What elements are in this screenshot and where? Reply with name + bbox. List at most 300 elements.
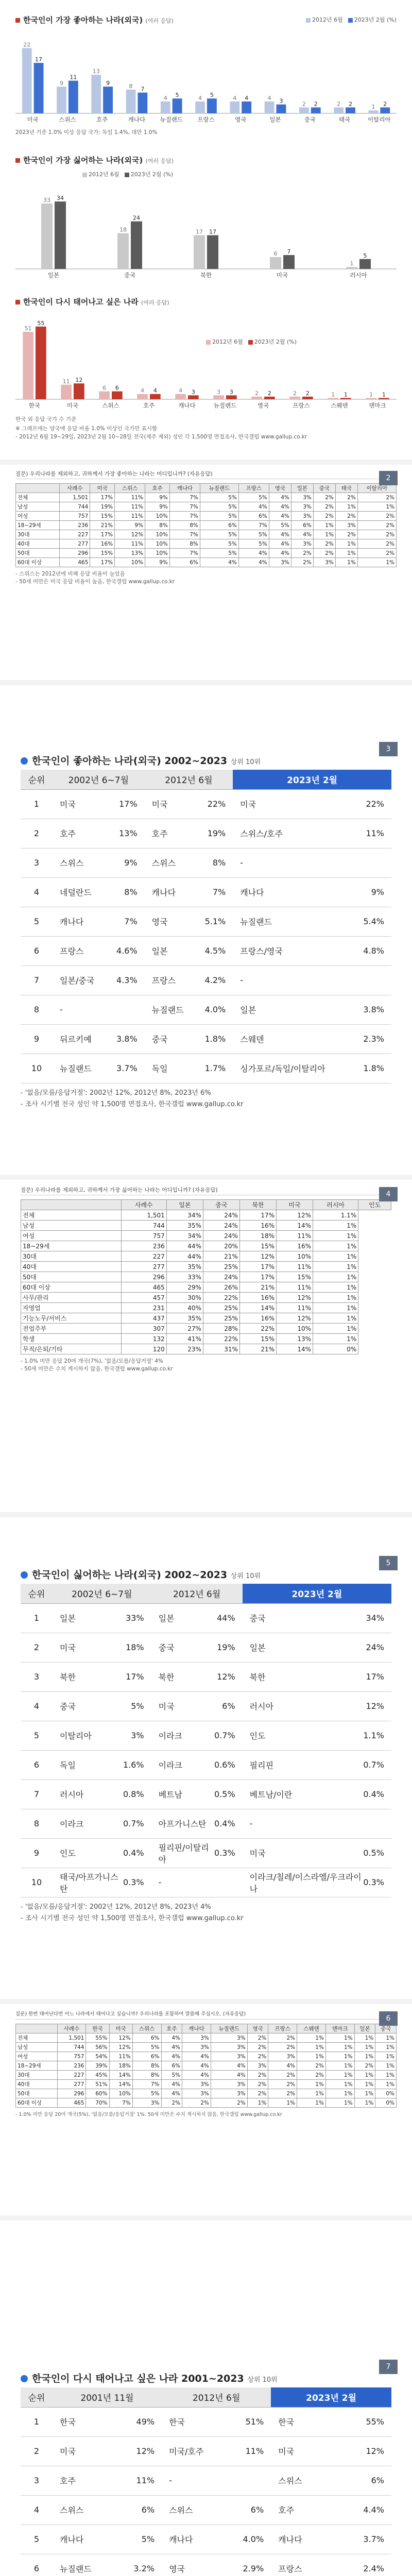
data-label: 24 [133,214,140,222]
table-cell: 1% [354,2098,375,2108]
row-label: 학생 [21,1334,122,1344]
country-cell: 중국 [243,1603,364,1633]
column-header: 미국 [276,1200,313,1210]
country-cell: 미국 [53,789,108,819]
data-label: 8 [129,82,133,90]
data-label: 4 [163,94,167,101]
percent-cell: 0.3% [363,1868,391,1897]
title-marker-icon [15,18,20,23]
bar-2023 [340,398,351,399]
column-header: 호주 [161,2024,182,2033]
data-label: 2 [314,100,318,108]
doc2-section [0,1185,412,1504]
percent-cell: 4.5% [196,936,233,965]
table-row [16,2071,397,2080]
country-cell: 미국 [145,789,196,819]
country-cell: 인도 [53,1838,123,1868]
table-cell: 21% [239,1344,276,1354]
table-cell: 1% [313,1313,358,1324]
percent-cell: 49% [122,2407,162,2436]
rank1-section [0,745,412,1154]
table-cell: 1% [297,2080,326,2089]
chart-reborn [15,296,397,451]
data-label: 17 [196,228,203,235]
country-cell: 한국 [271,2407,352,2436]
bar-2023 [150,394,161,399]
table-row [21,1691,391,1721]
table-cell: 1% [297,2089,326,2098]
table-cell: 5% [161,2071,182,2080]
percent-cell: 0.7% [363,1750,391,1780]
bar-2012 [194,235,205,269]
column-header: 뉴질랜드 [200,484,238,493]
country-cell: 호주 [145,819,196,848]
table-row [21,1344,391,1354]
data-label: 2 [293,389,297,397]
table-cell: 2% [291,558,313,567]
table-row [21,789,391,819]
table-cell: 7% [169,502,200,512]
country-cell: 캐나다 [53,907,108,936]
row-label: 전체 [16,493,60,502]
table-cell: 3% [182,2089,211,2098]
tick-label: 캐나다 [128,116,146,123]
country-cell: 독일 [53,1750,123,1780]
table-cell: 227 [121,1251,166,1262]
divider [0,680,412,685]
page-badge: 5 [379,1556,398,1570]
table-row [16,2080,397,2089]
table-cell: 12% [109,2043,132,2052]
chart-dislike-title: 한국인이 가장 싫어하는 나라(외국) (여러 응답) [15,155,397,165]
table-cell: 4% [238,549,269,558]
table-row [21,877,391,907]
percent-cell: 0.6% [214,1750,243,1780]
table-cell: 1% [297,2043,326,2052]
tick-label: 호주 [96,116,108,123]
table-row [21,2466,391,2495]
column-header: 2023년 2월 [243,1584,391,1603]
column-header: 북한 [239,1200,276,1210]
column-header: 2002년 6~7월 [53,1584,151,1603]
table-cell: 16% [276,1241,313,1251]
table-cell: 54% [86,2052,109,2061]
table-cell: 15% [90,549,115,558]
bar-2023 [207,235,218,269]
data-label: 4 [233,94,237,101]
row-label: 50대 [16,549,60,558]
data-label: 12 [75,377,83,384]
bar-2023 [68,81,78,113]
country-cell: 프랑스 [271,2554,352,2576]
percent-cell: 2.3% [354,1024,391,1054]
country-cell: 필리핀/이탈리아 [151,1838,214,1868]
table-cell: 2% [297,2061,326,2071]
row-label: 여성 [16,512,60,521]
table-row [21,965,391,995]
rank1-note-1: - '없음/모름/응답거절': 2002년 12%, 2012년 8%, 2023년 6% [21,1089,211,1097]
table-row [21,2495,391,2524]
rank-cell: 5 [21,2524,53,2554]
row-label: 60대 이상 [16,558,60,567]
table-cell: 757 [57,2052,86,2061]
rank3-section [0,2363,412,2576]
table-row [21,1251,391,1262]
table-cell: 8% [169,521,200,530]
percent-cell: 17% [123,1662,151,1691]
table-cell: 2% [211,2098,247,2108]
table-cell: 2% [247,2033,268,2043]
column-header: 사례수 [57,2024,86,2033]
rank-cell: 6 [21,2554,53,2576]
country-cell: 태국/아프가니스탄 [53,1868,123,1897]
legend-swatch-icon [348,18,353,23]
data-label: 5 [210,92,214,99]
page-badge: 3 [379,742,398,756]
percent-cell [354,848,391,877]
rank-cell: 9 [21,1838,53,1868]
percent-cell: 4.6% [108,936,145,965]
table-cell: 0% [313,1344,358,1354]
table-cell: 1% [335,549,357,558]
table-cell: 6% [291,521,313,530]
percent-cell: 51% [232,2407,271,2436]
data-label: 3 [217,388,221,396]
table-cell: 1% [335,539,357,549]
chart-dislike-legend: 2012년 6월 2023년 2월 (%) [77,170,173,178]
data-label: 2 [349,100,353,108]
bar-2023 [112,392,123,399]
tick-label: 미국 [66,402,79,409]
table-cell: 1% [313,1324,358,1334]
rank-cell: 9 [21,1024,53,1054]
data-label: 17 [209,228,216,235]
table-cell: 1% [335,502,357,512]
bar-2012 [41,204,53,269]
table-cell: 4% [161,2043,182,2052]
table-cell: 4% [268,2061,297,2071]
table-row [21,1241,391,1251]
row-label: 자영업 [21,1303,122,1313]
country-cell: 북한 [151,1662,214,1691]
table-cell: 7% [109,2098,132,2108]
chart-reborn-svg [15,310,397,413]
table-cell: 236 [60,521,90,530]
country-cell: 뉴질랜드 [233,907,354,936]
corner-cell [21,1200,122,1210]
country-cell: 중국 [145,1024,196,1054]
table-cell: 2% [357,549,396,558]
tick-label: 영국 [257,402,269,409]
rank2-notes [21,1902,391,1924]
chart-like [15,14,397,138]
table-row [21,819,391,848]
table-cell: 25% [203,1262,239,1272]
data-label: 3 [279,97,283,105]
table-cell: 24% [203,1231,239,1241]
table-row [21,1324,391,1334]
table-cell: 5% [238,530,269,539]
bar-2012 [117,233,129,269]
table-cell: 12% [276,1293,313,1303]
table-cell: 39% [86,2061,109,2071]
doc2-note-2: - 50세 미만은 수치 게시하지 않음, 한국갤럽 www.gallup.co.kr [21,1366,173,1372]
column-header: 순위 [21,1584,53,1603]
percent-cell: 22% [196,789,233,819]
doc3-header-row [16,2024,397,2033]
table-cell: 26% [203,1282,239,1293]
table-cell: 10% [109,2089,132,2098]
rank-cell: 10 [21,1054,53,1083]
percent-cell: 5% [122,2524,162,2554]
column-header: 이탈리아 [357,484,396,493]
table-row [21,1054,391,1083]
rank-cell: 5 [21,907,53,936]
country-cell: 일본 [53,1603,123,1633]
table-cell: 6% [169,558,200,567]
doc2-table [21,1199,391,1354]
percent-cell: 18% [123,1633,151,1662]
legend-swatch-icon [125,173,129,177]
doc2-header: 질문) 우리나라를 제외하고, 귀하께서 가장 싫어하는 나라는 어디입니까? (자유응답) [21,1185,391,1195]
table-cell: 5% [132,2089,161,2098]
rank-cell: 1 [21,2407,53,2436]
table-cell: 277 [60,539,90,549]
country-cell: 인도 [243,1721,364,1750]
table-cell: 1% [313,1221,358,1231]
rank-cell: 3 [21,848,53,877]
bar-2012 [161,101,170,113]
bar-2012 [369,110,379,113]
column-header: 뉴질랜드 [211,2024,247,2033]
country-cell: 독일 [145,1054,196,1083]
table-cell: 3% [211,2089,247,2098]
percent-cell: 3.7% [108,1054,145,1083]
percent-cell: 5% [123,1691,151,1721]
table-cell: 45% [86,2071,109,2080]
table-cell: 10% [115,558,145,567]
table-cell: 14% [276,1344,313,1354]
section1-note-1: ※ 그래프에는 양국에 응답 비율 1.0% 이상인 국가만 표시함 [15,426,158,432]
country-cell: 필리핀 [243,1750,364,1780]
percent-cell [354,965,391,995]
percent-cell: 11% [354,819,391,848]
table-cell: 3% [269,558,291,567]
data-label: 5 [363,252,367,259]
table-cell: 1% [354,2089,375,2098]
table-cell: 15% [239,1334,276,1344]
table-cell: 2% [297,2071,326,2080]
table-cell: 24% [203,1221,239,1231]
table-cell: 1% [325,2043,354,2052]
table-cell: 744 [57,2043,86,2052]
table-cell: 1% [247,2098,268,2108]
table-cell: 5% [132,2043,161,2052]
table-cell: 6% [238,512,269,521]
table-cell: 35% [166,1262,203,1272]
bar-2023 [380,107,390,113]
table-cell: 3% [211,2080,247,2089]
bar-2012 [334,107,344,113]
country-cell: 베트남 [151,1780,214,1809]
table-cell: 2% [182,2098,211,2108]
percent-cell: 1.1% [363,1721,391,1750]
divider [0,1175,412,1180]
country-cell: 아프가니스탄 [151,1809,214,1838]
table-cell: 6% [132,2052,161,2061]
table-cell: 5% [200,493,238,502]
column-header: 캐나다 [169,484,200,493]
percent-cell: 55% [352,2407,391,2436]
table-cell: 757 [60,512,90,521]
table-cell: 44% [166,1251,203,1262]
data-label: 18 [119,226,127,233]
column-header: 중국 [203,1200,239,1210]
country-cell: 스위스 [53,2495,122,2524]
percent-cell: 3.2% [122,2554,162,2576]
tick-label: 중국 [304,116,316,123]
table-cell: 1% [313,1272,358,1282]
doc1-header-row [16,484,397,493]
country-cell: 한국 [53,2407,122,2436]
table-cell: 3% [247,2061,268,2071]
chart-like-svg [15,29,397,127]
table-cell: 1% [313,1241,358,1251]
tick-label: 뉴질랜드 [213,402,237,409]
row-label: 여성 [21,1231,122,1241]
table-cell: 1% [313,1334,358,1344]
table-row [16,493,397,502]
column-header: 스위스 [115,484,145,493]
doc1-note-1: - 스위스는 2012년에 비해 응답 비율이 늘었음 [15,571,125,577]
country-cell: 미국 [151,1691,214,1721]
table-cell: 4% [211,2061,247,2071]
bar-2023 [264,397,275,399]
table-row [16,521,397,530]
bar-2023 [379,398,389,399]
table-cell: 1% [335,558,357,567]
table-cell: 744 [60,502,90,512]
rank-cell: 1 [21,1603,53,1633]
country-cell: 스위스 [162,2495,231,2524]
percent-cell: 1.7% [196,1054,233,1083]
country-cell: 네덜란드 [53,877,108,907]
rank-cell: 6 [21,936,53,965]
table-cell: 17% [239,1210,276,1221]
table-cell: 1% [375,2071,397,2080]
table-cell: 2% [357,530,396,539]
percent-cell: 6% [122,2495,162,2524]
table-cell: 2% [247,2089,268,2098]
table-row [16,530,397,539]
table-cell: 227 [60,530,90,539]
country-cell: - [162,2466,231,2495]
table-cell: 4% [238,558,269,567]
country-cell: 러시아 [53,1780,123,1809]
percent-cell: 4.0% [232,2524,271,2554]
table-cell: 1% [375,2052,397,2061]
bar-2012 [299,107,309,113]
table-cell: 1% [325,2061,354,2071]
percent-cell: 4.0% [196,995,233,1024]
table-cell: 15% [239,1241,276,1251]
table-cell: 14% [109,2071,132,2080]
table-cell: 4% [161,2080,182,2089]
column-header: 사례수 [60,484,90,493]
data-label: 6 [273,250,278,257]
rank-cell: 7 [21,1780,53,1809]
data-label: 34 [57,195,64,202]
column-header: 러시아 [313,1200,358,1210]
row-label: 18~29세 [16,2061,58,2071]
tick-label: 일본 [47,272,60,279]
table-cell: 1% [313,521,335,530]
data-label: 4 [141,387,145,394]
table-row [16,558,397,567]
country-cell: 이라크 [53,1809,123,1838]
bar-2012 [195,101,205,113]
table-row [16,539,397,549]
country-cell: 이라크 [151,1750,214,1780]
title-marker-icon [15,300,20,304]
percent-cell: 0.7% [123,1809,151,1838]
table-cell: 3% [313,558,335,567]
table-cell: 1% [357,558,396,567]
country-cell: 미국 [233,789,354,819]
row-label: 전체 [16,2033,58,2043]
percent-cell: 2.9% [232,2554,271,2576]
row-label: 남성 [21,1221,122,1231]
table-cell: 15% [276,1272,313,1282]
data-label: 6 [102,384,107,392]
table-cell: 13% [115,549,145,558]
column-header: 중국 [375,2024,397,2033]
column-header: 미국 [109,2024,132,2033]
bar-2012 [289,397,300,399]
table-cell: 744 [121,1221,166,1231]
chart-like-title: 한국인이 가장 좋아하는 나라(외국) (여러 응답) [15,14,397,25]
table-cell: 28% [203,1324,239,1334]
column-header: 인도 [358,1200,391,1210]
table-cell: 1% [313,1251,358,1262]
table-cell: 0% [375,2098,397,2108]
country-cell: 북한 [53,1662,123,1691]
tick-label: 스웨덴 [331,402,348,409]
table-cell: 4% [200,558,238,567]
table-cell: 132 [121,1334,166,1344]
table-row [21,2436,391,2466]
percent-cell: 5.1% [196,907,233,936]
table-cell: 1% [325,2052,354,2061]
table-row [21,2554,391,2576]
percent-cell: 6% [352,2466,391,2495]
percent-cell: 1.6% [123,1750,151,1780]
table-row [16,549,397,558]
table-row [21,1221,391,1231]
table-row [21,995,391,1024]
bar-2023 [207,98,217,113]
table-cell: 1,501 [121,1210,166,1221]
table-cell: 4% [269,512,291,521]
table-cell: 33% [166,1272,203,1282]
table-cell: 3% [291,502,313,512]
rank1-header-row [21,770,391,789]
percent-cell: 0.4% [214,1809,243,1838]
table-cell: 35% [166,1221,203,1231]
table-cell: 11% [276,1282,313,1293]
column-header: 프랑스 [268,2024,297,2033]
table-cell: 17% [90,493,115,502]
